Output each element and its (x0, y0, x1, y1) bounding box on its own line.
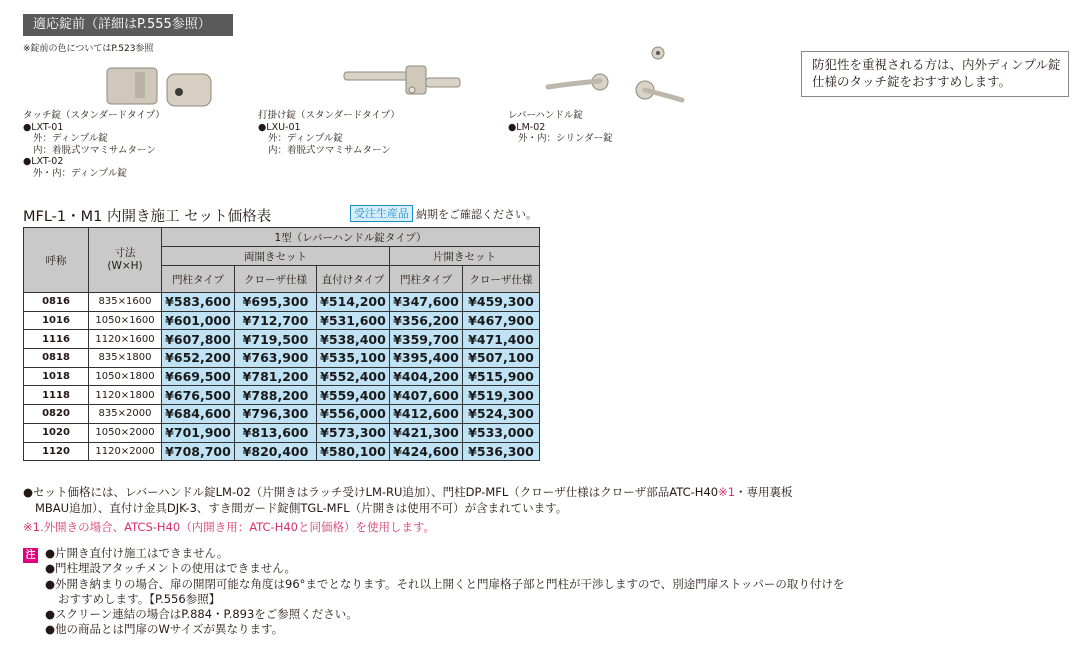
price-cell: ¥552,400 (317, 367, 390, 386)
product-title: レバーハンドル錠 (508, 110, 583, 121)
row-size: 1050×1800 (89, 367, 162, 386)
header-name: 呼称 (24, 228, 89, 293)
price-cell: ¥515,900 (463, 367, 540, 386)
price-cell: ¥421,300 (390, 423, 463, 442)
caution-item: ●スクリーン連結の場合はP.884・P.893をご参照ください。 (45, 607, 358, 622)
table-row (24, 386, 540, 405)
color-reference-note: ※錠前の色についてはP.523参照 (23, 44, 154, 54)
spec-line: 外・内：シリンダー錠 (518, 133, 613, 144)
model-code: ●LXT-01 (23, 121, 64, 133)
price-cell: ¥359,700 (390, 330, 463, 349)
header-col: 直付けタイプ (317, 266, 390, 293)
product-touch-lock (23, 110, 165, 179)
product-latch-lock (258, 110, 400, 156)
note-text: MBAU追加）、直付け金具DJK-3、すき間ガード錠側TGL-MFL（片開きは使用不可）が含まれています。 (35, 501, 568, 515)
advice-line: 防犯性を重視される方は、内外ディンプル錠 (812, 57, 1061, 72)
header-type: 1型（レバーハンドル錠タイプ） (162, 228, 540, 247)
price-cell: ¥535,100 (317, 349, 390, 368)
price-cell: ¥763,900 (235, 349, 317, 368)
spec-line: 外：ディンプル錠 (268, 133, 343, 144)
row-size: 1050×2000 (89, 423, 162, 442)
delivery-note: 納期をご確認ください。 (416, 208, 537, 221)
row-code: 1018 (24, 367, 89, 386)
header-double-set: 両開きセット (162, 247, 390, 266)
row-size: 1120×1600 (89, 330, 162, 349)
price-cell: ¥559,400 (317, 386, 390, 405)
price-table (23, 227, 540, 461)
price-cell: ¥519,300 (463, 386, 540, 405)
row-code: 1016 (24, 311, 89, 330)
price-cell: ¥573,300 (317, 423, 390, 442)
footnote-mark: ※1 (718, 485, 736, 499)
caution-label: 注 (23, 548, 38, 563)
price-cell: ¥820,400 (235, 442, 317, 461)
caution-item: ●片開き直付け施工はできません。 (45, 546, 229, 560)
price-cell: ¥580,100 (317, 442, 390, 461)
header-col: 門柱タイプ (162, 266, 235, 293)
product-title: 打掛け錠（スタンダードタイプ） (258, 110, 400, 121)
price-cell: ¥676,500 (162, 386, 235, 405)
caution-item: ●他の商品とは門扉のWサイズが異なります。 (45, 622, 284, 637)
lever-handle-image (545, 45, 685, 110)
spec-line: 内：着脱式ツマミサムターン (268, 144, 391, 156)
table-row (24, 423, 540, 442)
price-cell: ¥356,200 (390, 311, 463, 330)
price-cell: ¥407,600 (390, 386, 463, 405)
table-row (24, 330, 540, 349)
price-cell: ¥788,200 (235, 386, 317, 405)
price-cell: ¥781,200 (235, 367, 317, 386)
price-cell: ¥669,500 (162, 367, 235, 386)
price-cell: ¥533,000 (463, 423, 540, 442)
touch-lock-image (105, 62, 215, 112)
note-text: ・専用裏板 (735, 485, 793, 499)
security-advice-box (801, 51, 1069, 97)
row-code: 0818 (24, 349, 89, 368)
price-cell: ¥583,600 (162, 293, 235, 312)
table-row (24, 405, 540, 424)
caution-item: ●外開き納まりの場合、扉の開閉可能な角度は96°までとなります。それ以上開くと門扉格子部と門柱が干渉しますので、別途門扉ストッパーの取り付けを (45, 576, 845, 591)
header-size: 寸法 (W×H) (89, 228, 162, 293)
table-row (24, 293, 540, 312)
product-title: タッチ錠（スタンダードタイプ） (23, 110, 165, 121)
price-cell: ¥347,600 (390, 293, 463, 312)
price-cell: ¥719,500 (235, 330, 317, 349)
price-cell: ¥471,400 (463, 330, 540, 349)
row-size: 835×1800 (89, 349, 162, 368)
row-code: 1120 (24, 442, 89, 461)
table-row (24, 367, 540, 386)
row-code: 0820 (24, 405, 89, 424)
row-size: 835×2000 (89, 405, 162, 424)
model-code: ●LM-02 (508, 121, 546, 133)
price-cell: ¥701,900 (162, 423, 235, 442)
row-size: 1120×1800 (89, 386, 162, 405)
price-cell: ¥712,700 (235, 311, 317, 330)
price-cell: ¥524,300 (463, 405, 540, 424)
price-cell: ¥601,000 (162, 311, 235, 330)
price-cell: ¥459,300 (463, 293, 540, 312)
table-row (24, 442, 540, 461)
caution-item-continued: おすすめします。【P.556参照】 (58, 591, 221, 606)
price-cell: ¥424,600 (390, 442, 463, 461)
latch-lock-image (340, 60, 465, 105)
footnote-reference: ※1.外開きの場合、ATCS-H40（内開き用：ATC-H40と同価格）を使用します。 (23, 520, 436, 534)
row-code: 1118 (24, 386, 89, 405)
price-cell: ¥556,000 (317, 405, 390, 424)
price-cell: ¥507,100 (463, 349, 540, 368)
row-code: 0816 (24, 293, 89, 312)
price-cell: ¥404,200 (390, 367, 463, 386)
section-header: 適応錠前（詳細はP.555参照） (23, 14, 233, 36)
row-code: 1116 (24, 330, 89, 349)
table-row (24, 311, 540, 330)
table-title: MFL-1・M1 内開き施工 セット価格表 (23, 209, 272, 225)
header-single-set: 片開きセット (390, 247, 540, 266)
row-code: 1020 (24, 423, 89, 442)
price-cell: ¥538,400 (317, 330, 390, 349)
spec-line: 内：着脱式ツマミサムターン (33, 144, 156, 156)
header-col: クローザ仕様 (463, 266, 540, 293)
price-cell: ¥708,700 (162, 442, 235, 461)
price-cell: ¥684,600 (162, 405, 235, 424)
spec-line: 外：ディンプル錠 (33, 133, 108, 144)
advice-line: 仕様のタッチ錠をおすすめします。 (812, 74, 1012, 89)
model-code: ●LXU-01 (258, 121, 301, 133)
caution-item: ●門柱埋設アタッチメントの使用はできません。 (45, 561, 296, 576)
price-cell: ¥695,300 (235, 293, 317, 312)
price-cell: ¥652,200 (162, 349, 235, 368)
row-size: 835×1600 (89, 293, 162, 312)
set-contents-note (23, 484, 1063, 516)
price-cell: ¥607,800 (162, 330, 235, 349)
note-text: ●セット価格には、レバーハンドル錠LM-02（片開きはラッチ受けLM-RU追加）、門柱DP-MFL（クローザ仕様はクローザ部品ATC-H40 (23, 485, 719, 499)
header-col: クローザ仕様 (235, 266, 317, 293)
price-cell: ¥412,600 (390, 405, 463, 424)
product-lever-handle (508, 110, 613, 145)
header-col: 門柱タイプ (390, 266, 463, 293)
price-cell: ¥536,300 (463, 442, 540, 461)
row-size: 1050×1600 (89, 311, 162, 330)
caution-notes (45, 546, 844, 638)
price-cell: ¥395,400 (390, 349, 463, 368)
price-cell: ¥796,300 (235, 405, 317, 424)
spec-line: 外・内：ディンプル錠 (33, 167, 127, 179)
price-cell: ¥467,900 (463, 311, 540, 330)
model-code: ●LXT-02 (23, 156, 64, 167)
price-cell: ¥514,200 (317, 293, 390, 312)
row-size: 1120×2000 (89, 442, 162, 461)
made-to-order-badge: 受注生産品 (350, 205, 413, 222)
price-cell: ¥531,600 (317, 311, 390, 330)
table-row (24, 349, 540, 368)
price-cell: ¥813,600 (235, 423, 317, 442)
